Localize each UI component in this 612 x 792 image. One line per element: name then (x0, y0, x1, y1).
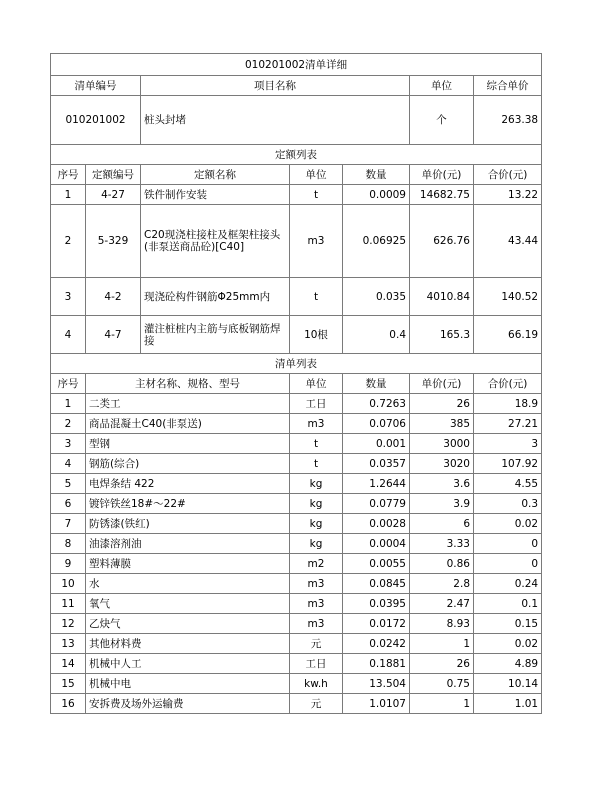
material-row-no: 1 (51, 394, 86, 414)
material-row (51, 654, 542, 674)
material-row-total: 0.3 (474, 494, 542, 514)
material-row-name: 商品混凝土C40(非泵送) (86, 414, 290, 434)
quota-row-unit: t (290, 185, 343, 205)
quota-header-no: 序号 (51, 165, 86, 185)
material-header-unit: 单位 (290, 374, 343, 394)
material-row-price: 0.75 (410, 674, 474, 694)
material-row (51, 574, 542, 594)
material-row-price: 3.33 (410, 534, 474, 554)
material-row-unit: kg (290, 494, 343, 514)
quota-row-name: 现浇砼构件钢筋Φ25mm内 (141, 278, 290, 316)
quota-row-name: C20现浇柱接柱及框架柱接头(非泵送商品砼)[C40] (141, 205, 290, 278)
material-row-total: 4.55 (474, 474, 542, 494)
material-row-name: 型钢 (86, 434, 290, 454)
quota-row-no: 2 (51, 205, 86, 278)
material-row-unit: m3 (290, 414, 343, 434)
material-row-price: 0.86 (410, 554, 474, 574)
material-row-no: 13 (51, 634, 86, 654)
material-row (51, 554, 542, 574)
material-row-name: 氧气 (86, 594, 290, 614)
material-row-qty: 0.0004 (343, 534, 410, 554)
material-row-price: 2.8 (410, 574, 474, 594)
material-row-unit: kw.h (290, 674, 343, 694)
quota-row-total: 13.22 (474, 185, 542, 205)
quota-row-unit: 10根 (290, 316, 343, 354)
material-row-name: 塑料薄膜 (86, 554, 290, 574)
quota-row-code: 4-7 (86, 316, 141, 354)
material-row-total: 0.24 (474, 574, 542, 594)
material-row-qty: 0.001 (343, 434, 410, 454)
material-row-name: 乙炔气 (86, 614, 290, 634)
quota-row-qty: 0.4 (343, 316, 410, 354)
quota-row-total: 43.44 (474, 205, 542, 278)
quota-row-total: 140.52 (474, 278, 542, 316)
header-item-name: 项目名称 (141, 76, 410, 96)
quota-row-code: 4-2 (86, 278, 141, 316)
material-row-total: 10.14 (474, 674, 542, 694)
material-row-unit: 元 (290, 694, 343, 714)
quota-row-price: 14682.75 (410, 185, 474, 205)
material-header-no: 序号 (51, 374, 86, 394)
item-name: 桩头封堵 (141, 96, 410, 145)
material-row-total: 0.15 (474, 614, 542, 634)
material-header-price: 单价(元) (410, 374, 474, 394)
material-row (51, 494, 542, 514)
header-list-code: 清单编号 (51, 76, 141, 96)
material-row-price: 385 (410, 414, 474, 434)
material-row-price: 26 (410, 394, 474, 414)
material-row-price: 1 (410, 634, 474, 654)
quota-row-qty: 0.06925 (343, 205, 410, 278)
material-row-name: 其他材料费 (86, 634, 290, 654)
material-row-no: 3 (51, 434, 86, 454)
material-row-total: 107.92 (474, 454, 542, 474)
material-row-qty: 0.0055 (343, 554, 410, 574)
material-row (51, 394, 542, 414)
material-row-name: 机械中人工 (86, 654, 290, 674)
material-row-no: 15 (51, 674, 86, 694)
material-row-qty: 0.0172 (343, 614, 410, 634)
quota-row-no: 1 (51, 185, 86, 205)
bill-detail-table (50, 53, 542, 714)
quota-row-price: 4010.84 (410, 278, 474, 316)
quota-row-total: 66.19 (474, 316, 542, 354)
material-row-qty: 0.7263 (343, 394, 410, 414)
material-row-total: 0 (474, 554, 542, 574)
quota-row-price: 626.76 (410, 205, 474, 278)
material-row (51, 694, 542, 714)
material-row-no: 8 (51, 534, 86, 554)
material-row-price: 3000 (410, 434, 474, 454)
material-row-unit: 工日 (290, 394, 343, 414)
quota-row-qty: 0.0009 (343, 185, 410, 205)
quota-header-unit: 单位 (290, 165, 343, 185)
material-row (51, 594, 542, 614)
table-title: 010201002清单详细 (51, 54, 542, 76)
material-row (51, 434, 542, 454)
material-row-total: 0.1 (474, 594, 542, 614)
material-row-no: 11 (51, 594, 86, 614)
material-row-name: 安拆费及场外运输费 (86, 694, 290, 714)
material-row (51, 614, 542, 634)
material-row-total: 0.02 (474, 514, 542, 534)
quota-row-code: 5-329 (86, 205, 141, 278)
material-row-name: 防锈漆(铁红) (86, 514, 290, 534)
material-row-qty: 0.0242 (343, 634, 410, 654)
item-unit-price: 263.38 (474, 96, 542, 145)
quota-row-qty: 0.035 (343, 278, 410, 316)
material-row (51, 534, 542, 554)
material-row-total: 0 (474, 534, 542, 554)
material-row-name: 二类工 (86, 394, 290, 414)
material-row-unit: m3 (290, 594, 343, 614)
material-row-total: 0.02 (474, 634, 542, 654)
material-row-no: 5 (51, 474, 86, 494)
material-row-qty: 0.0779 (343, 494, 410, 514)
quota-row-name: 铁件制作安装 (141, 185, 290, 205)
material-row-qty: 0.0028 (343, 514, 410, 534)
material-row-unit: kg (290, 514, 343, 534)
material-row-no: 14 (51, 654, 86, 674)
material-row-price: 2.47 (410, 594, 474, 614)
material-row-name: 钢筋(综合) (86, 454, 290, 474)
quota-row-unit: t (290, 278, 343, 316)
material-row-total: 27.21 (474, 414, 542, 434)
material-header-total: 合价(元) (474, 374, 542, 394)
quota-row-unit: m3 (290, 205, 343, 278)
material-row-unit: kg (290, 534, 343, 554)
quota-header-name: 定额名称 (141, 165, 290, 185)
material-row-price: 8.93 (410, 614, 474, 634)
material-row-no: 2 (51, 414, 86, 434)
material-row-name: 机械中电 (86, 674, 290, 694)
material-row-qty: 0.0395 (343, 594, 410, 614)
material-header-qty: 数量 (343, 374, 410, 394)
material-row-no: 6 (51, 494, 86, 514)
material-row-price: 3.6 (410, 474, 474, 494)
material-row (51, 414, 542, 434)
item-unit: 个 (410, 96, 474, 145)
material-row-qty: 0.1881 (343, 654, 410, 674)
material-row-total: 3 (474, 434, 542, 454)
material-row-qty: 0.0357 (343, 454, 410, 474)
list-code: 010201002 (51, 96, 141, 145)
material-row (51, 514, 542, 534)
material-row-price: 3020 (410, 454, 474, 474)
material-row-no: 10 (51, 574, 86, 594)
material-row (51, 474, 542, 494)
quota-header-total: 合价(元) (474, 165, 542, 185)
material-row-name: 水 (86, 574, 290, 594)
material-row-qty: 13.504 (343, 674, 410, 694)
material-row-total: 18.9 (474, 394, 542, 414)
material-row (51, 674, 542, 694)
quota-header-qty: 数量 (343, 165, 410, 185)
material-row-price: 3.9 (410, 494, 474, 514)
material-row-no: 12 (51, 614, 86, 634)
material-section-title: 清单列表 (51, 354, 542, 374)
material-row-qty: 0.0706 (343, 414, 410, 434)
material-row-unit: m3 (290, 574, 343, 594)
material-row-price: 6 (410, 514, 474, 534)
quota-row-name: 灌注桩桩内主筋与底板钢筋焊接 (141, 316, 290, 354)
material-row-name: 镀锌铁丝18#～22# (86, 494, 290, 514)
material-row-no: 16 (51, 694, 86, 714)
material-row-price: 26 (410, 654, 474, 674)
material-row-qty: 1.2644 (343, 474, 410, 494)
material-row-unit: t (290, 434, 343, 454)
material-row-unit: kg (290, 474, 343, 494)
quota-header-code: 定额编号 (86, 165, 141, 185)
quota-header-price: 单价(元) (410, 165, 474, 185)
material-row-name: 油漆溶剂油 (86, 534, 290, 554)
quota-section-title: 定额列表 (51, 145, 542, 165)
material-row-name: 电焊条结 422 (86, 474, 290, 494)
header-unit-price: 综合单价 (474, 76, 542, 96)
material-row-qty: 1.0107 (343, 694, 410, 714)
material-row-total: 4.89 (474, 654, 542, 674)
material-row-unit: m2 (290, 554, 343, 574)
material-row-no: 7 (51, 514, 86, 534)
material-row-no: 4 (51, 454, 86, 474)
material-row-total: 1.01 (474, 694, 542, 714)
quota-row-no: 3 (51, 278, 86, 316)
material-row-price: 1 (410, 694, 474, 714)
quota-row-no: 4 (51, 316, 86, 354)
material-row-no: 9 (51, 554, 86, 574)
material-header-name: 主材名称、规格、型号 (86, 374, 290, 394)
material-row-unit: 工日 (290, 654, 343, 674)
header-unit: 单位 (410, 76, 474, 96)
quota-row-price: 165.3 (410, 316, 474, 354)
material-row (51, 634, 542, 654)
material-row-unit: 元 (290, 634, 343, 654)
material-row (51, 454, 542, 474)
material-row-unit: t (290, 454, 343, 474)
quota-row-code: 4-27 (86, 185, 141, 205)
material-row-unit: m3 (290, 614, 343, 634)
material-row-qty: 0.0845 (343, 574, 410, 594)
